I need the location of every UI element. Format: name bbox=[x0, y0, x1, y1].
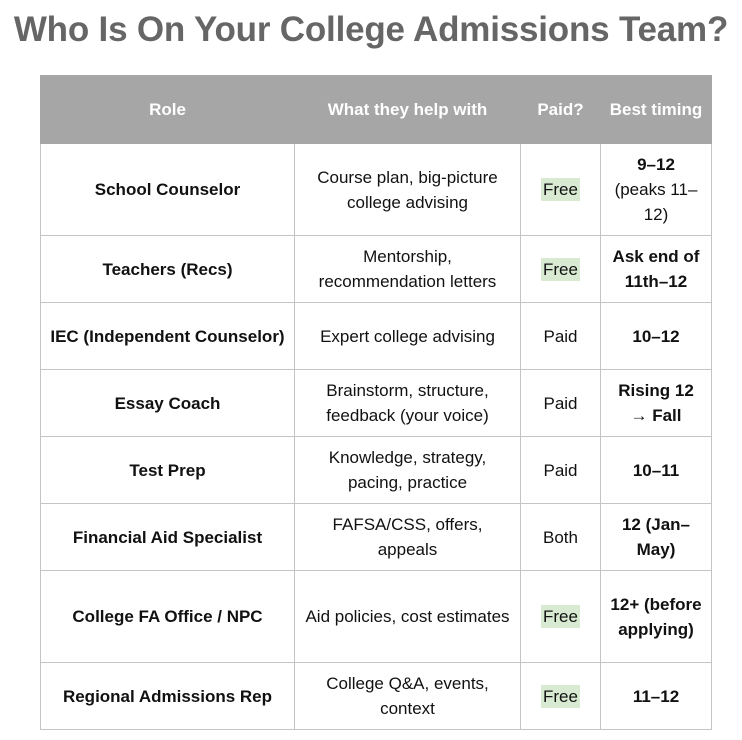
help-cell: Knowledge, strategy, pacing, practice bbox=[295, 437, 521, 504]
table-row bbox=[41, 663, 712, 730]
table-row bbox=[41, 571, 712, 663]
table-row bbox=[41, 370, 712, 437]
header-timing: Best timing bbox=[601, 76, 712, 144]
table-row bbox=[41, 144, 712, 236]
paid-cell bbox=[521, 144, 601, 236]
role-cell: Regional Admissions Rep bbox=[41, 663, 295, 730]
admissions-team-table bbox=[40, 75, 712, 730]
role-cell: Financial Aid Specialist bbox=[41, 504, 295, 571]
paid-cell bbox=[521, 504, 601, 571]
help-cell: Aid policies, cost estimates bbox=[295, 571, 521, 663]
timing-cell: 12+ (before applying) bbox=[601, 571, 712, 663]
help-cell: Mentorship, recommendation letters bbox=[295, 236, 521, 303]
table-header-row bbox=[41, 76, 712, 144]
paid-cell bbox=[521, 303, 601, 370]
timing-cell: Ask end of 11th–12 bbox=[601, 236, 712, 303]
timing-cell bbox=[601, 144, 712, 236]
table-row bbox=[41, 504, 712, 571]
role-cell: College FA Office / NPC bbox=[41, 571, 295, 663]
paid-badge: Both bbox=[543, 527, 578, 547]
paid-cell bbox=[521, 663, 601, 730]
paid-badge: Free bbox=[543, 686, 578, 706]
role-cell: Teachers (Recs) bbox=[41, 236, 295, 303]
help-cell: Expert college advising bbox=[295, 303, 521, 370]
paid-badge: Paid bbox=[543, 460, 578, 480]
help-cell: Brainstorm, structure, feedback (your voice) bbox=[295, 370, 521, 437]
table-row bbox=[41, 303, 712, 370]
paid-badge: Free bbox=[543, 607, 578, 626]
paid-cell bbox=[521, 571, 601, 663]
table-row bbox=[41, 236, 712, 303]
role-cell: Test Prep bbox=[41, 437, 295, 504]
timing-value: 9–12 bbox=[637, 155, 675, 174]
timing-note: (peaks 11–12) bbox=[614, 180, 698, 224]
role-cell: School Counselor bbox=[41, 144, 295, 236]
timing-cell: Rising 12 → Fall bbox=[601, 370, 712, 437]
role-cell: IEC (Independent Counselor) bbox=[41, 303, 295, 370]
paid-cell bbox=[521, 236, 601, 303]
timing-cell: 12 (Jan–May) bbox=[601, 504, 712, 571]
table-row bbox=[41, 437, 712, 504]
paid-cell bbox=[521, 437, 601, 504]
help-cell: College Q&A, events, context bbox=[295, 663, 521, 730]
paid-badge: Free bbox=[543, 259, 578, 279]
header-help: What they help with bbox=[295, 76, 521, 144]
timing-cell: 10–11 bbox=[601, 437, 712, 504]
header-role: Role bbox=[41, 76, 295, 144]
page-title: Who Is On Your College Admissions Team? bbox=[13, 10, 729, 49]
role-cell: Essay Coach bbox=[41, 370, 295, 437]
paid-badge: Paid bbox=[543, 326, 578, 346]
timing-cell: 10–12 bbox=[601, 303, 712, 370]
paid-cell bbox=[521, 370, 601, 437]
paid-badge: Paid bbox=[543, 393, 578, 413]
timing-cell: 11–12 bbox=[601, 663, 712, 730]
header-paid: Paid? bbox=[521, 76, 601, 144]
paid-badge: Free bbox=[543, 180, 578, 199]
help-cell: Course plan, big-picture college advising bbox=[295, 144, 521, 236]
help-cell: FAFSA/CSS, offers, appeals bbox=[295, 504, 521, 571]
